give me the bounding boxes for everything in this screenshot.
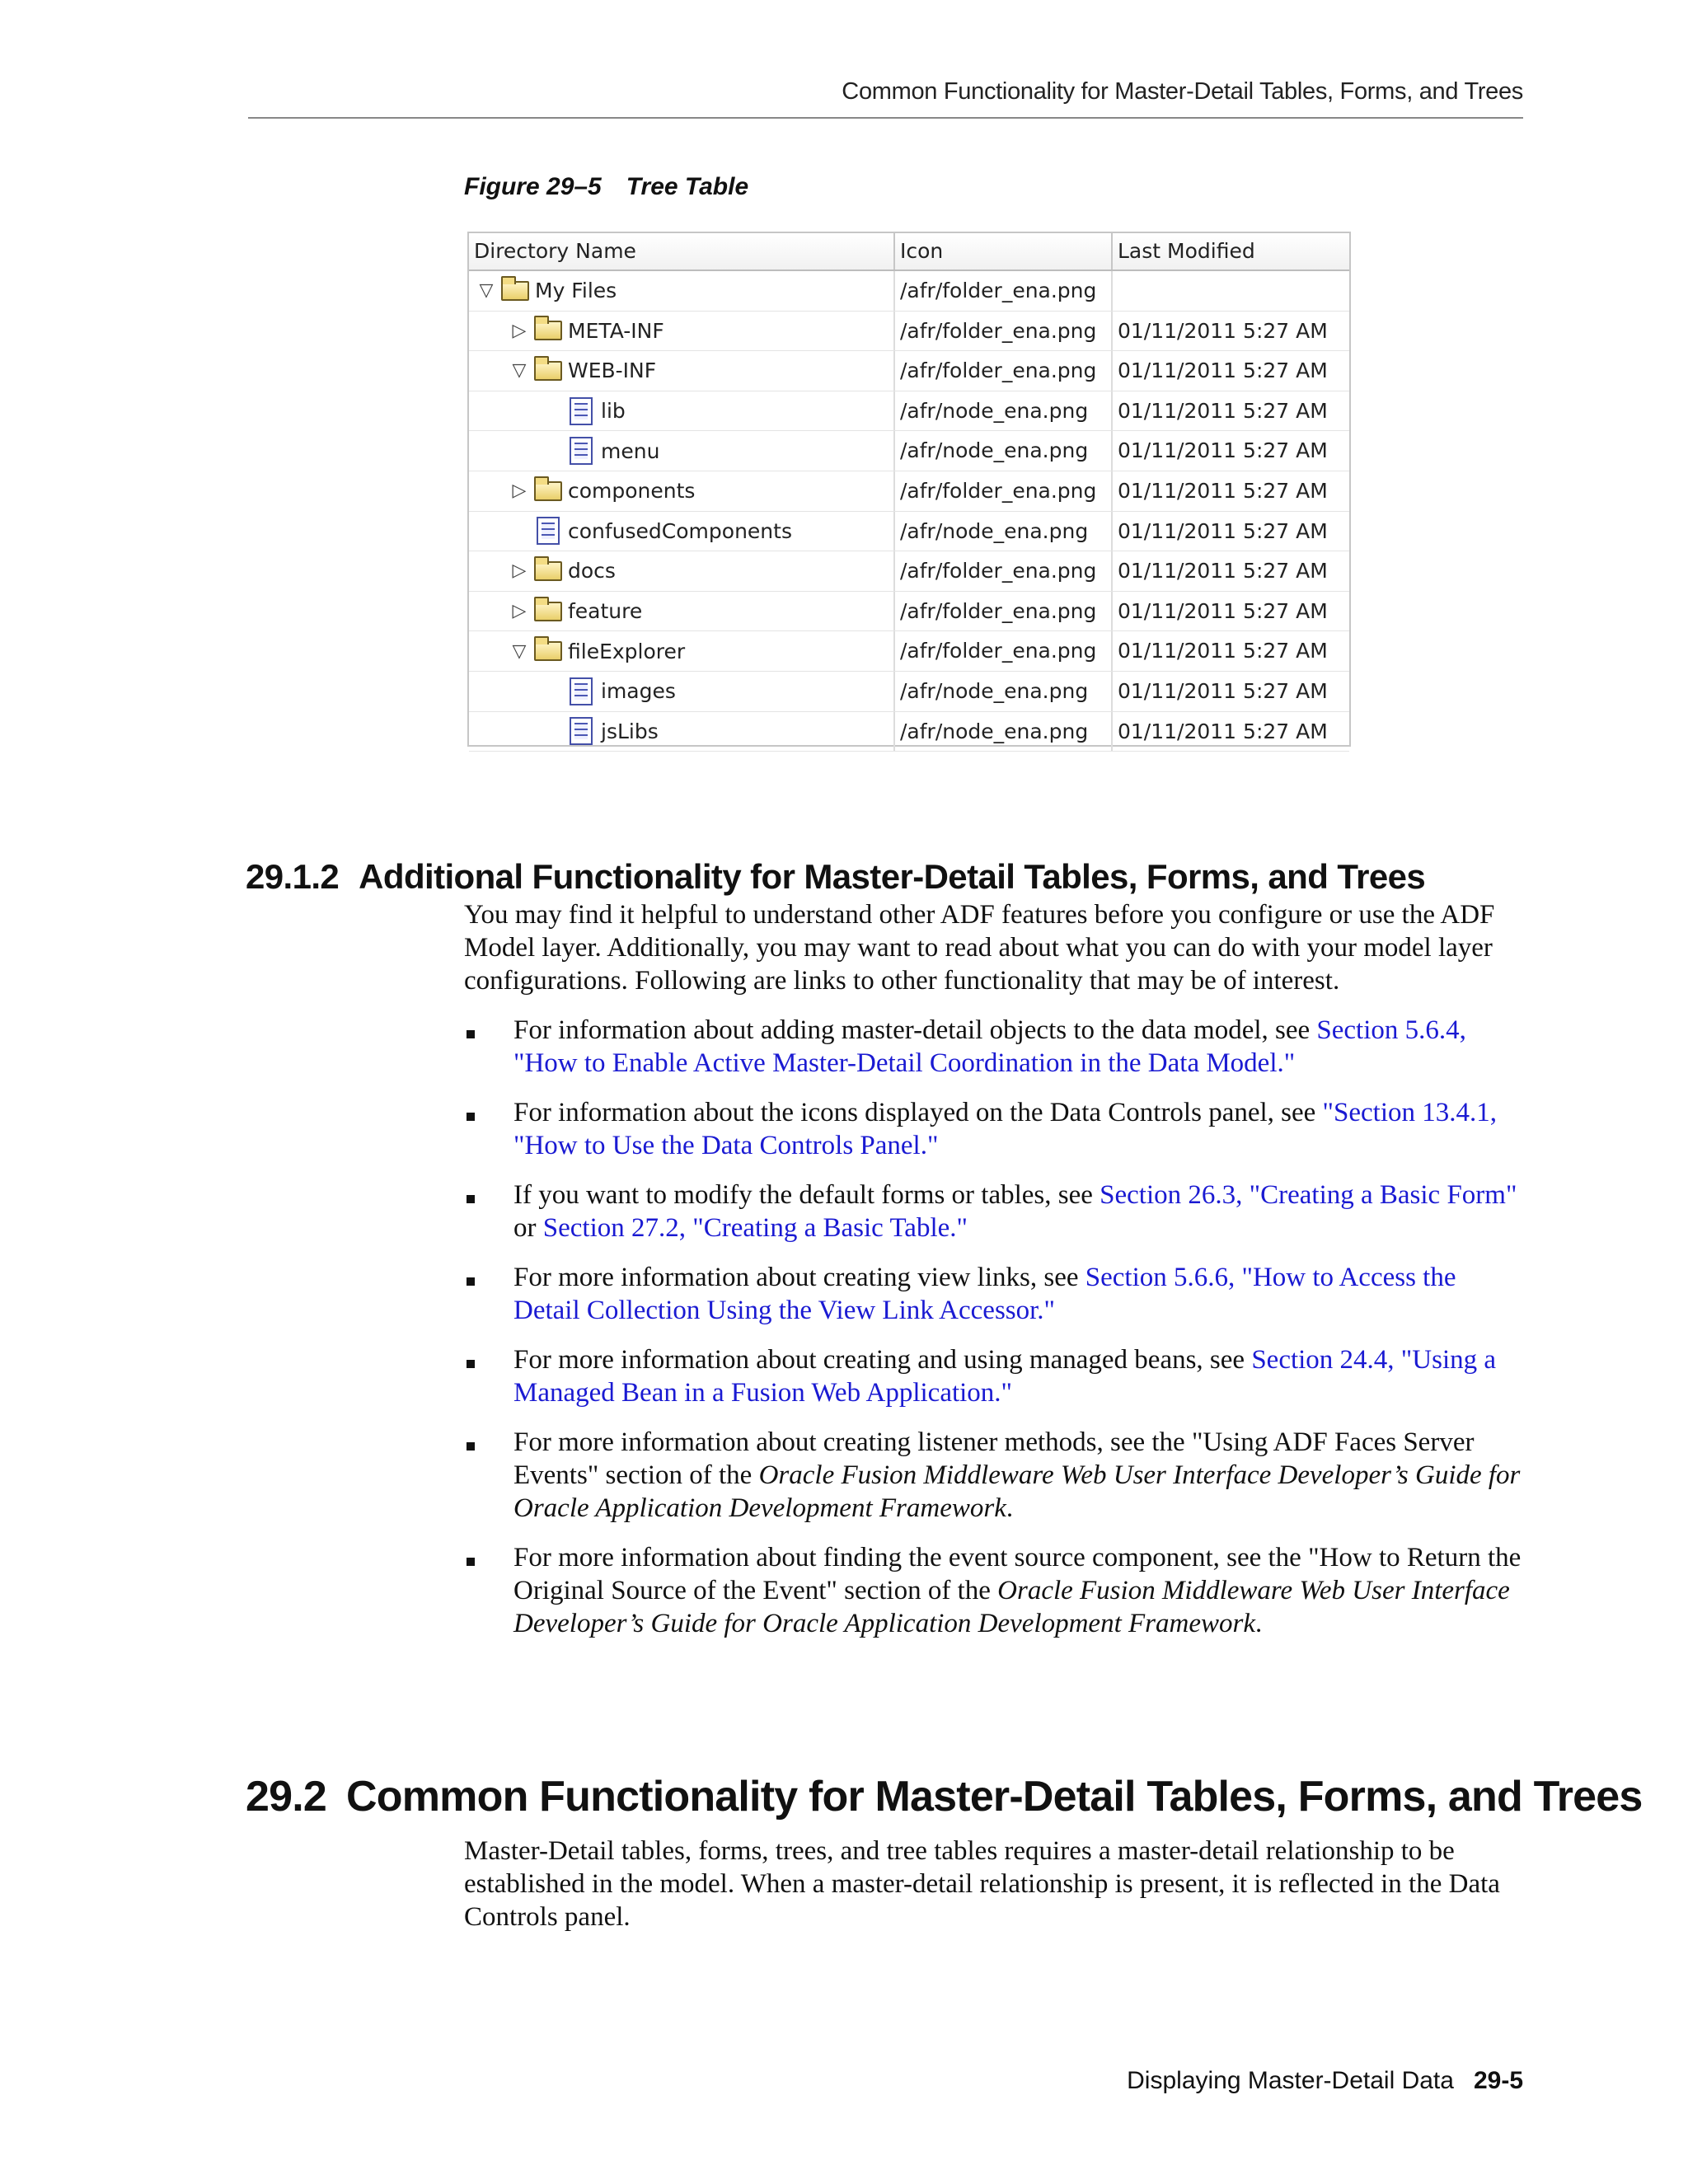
section-29-1-2-body [464,898,1527,1640]
directory-name-cell [469,312,895,351]
section-heading-29-2 [246,1772,1643,1821]
list-item [464,1179,1527,1244]
directory-name[interactable]: docs [568,559,616,583]
directory-name[interactable]: menu [601,438,660,463]
book-title: Oracle Fusion Middleware Web User Interface Developer’s Guide for Oracle Application Development Framework [513,1460,1521,1523]
cross-reference-link[interactable]: Section 27.2, "Creating a Basic Table." [542,1213,968,1243]
node-icon [565,715,598,748]
directory-name-cell [469,351,895,391]
section-heading-29-1-2 [246,857,1425,897]
list-item [464,1014,1527,1080]
icon-path-cell: /afr/folder_ena.png [895,312,1113,351]
table-row[interactable] [469,271,1349,312]
icon-path-cell: /afr/node_ena.png [895,431,1113,471]
icon-path-cell: /afr/node_ena.png [895,672,1113,711]
icon-path-cell: /afr/node_ena.png [895,512,1113,551]
last-modified-cell: 01/11/2011 5:27 AM [1118,359,1328,383]
section-title: Common Functionality for Master-Detail Tables, Forms, and Trees [346,1773,1643,1821]
folder-icon [532,595,565,628]
icon-path-cell: /afr/folder_ena.png [895,471,1113,511]
list-item-text: For information about adding master-detail objects to the data model, see [513,1015,1317,1045]
directory-name-cell [469,592,895,631]
table-row[interactable] [469,672,1349,712]
list-item-text: For more information about creating view links, see [513,1263,1085,1292]
table-row[interactable] [469,592,1349,632]
column-header-icon[interactable]: Icon [895,233,1113,269]
section-title: Additional Functionality for Master-Detail Tables, Forms, and Trees [359,857,1426,896]
directory-name[interactable]: lib [601,399,626,424]
section-number: 29.2 [246,1773,327,1821]
figure-label: Figure 29–5 [464,173,602,200]
table-row[interactable] [469,431,1349,471]
book-title: Oracle Fusion Middleware Web User Interface Developer’s Guide for Oracle Application Development Framework [513,1576,1510,1638]
page-number: 29-5 [1473,2067,1523,2094]
last-modified-cell: 01/11/2011 5:27 AM [1118,518,1328,543]
icon-path-cell: /afr/node_ena.png [895,391,1113,431]
tree-table-body [469,271,1349,752]
collapsed-triangle-icon[interactable]: ▷ [512,560,527,582]
last-modified-cell: 01/11/2011 5:27 AM [1118,639,1328,663]
last-modified-cell: 01/11/2011 5:27 AM [1118,438,1328,463]
last-modified-cell: 01/11/2011 5:27 AM [1118,719,1328,743]
section-29-2-body [464,1835,1527,1933]
icon-path-cell: /afr/folder_ena.png [895,351,1113,391]
directory-name-cell [469,391,895,431]
cross-reference-link[interactable]: "Section 13.4.1, "How to Use the Data Controls Panel." [513,1098,1498,1160]
expanded-triangle-icon[interactable]: ▽ [512,360,527,382]
list-item-text: . [1006,1493,1014,1523]
list-item [464,1261,1527,1327]
tree-table-header [469,233,1349,271]
expanded-triangle-icon[interactable]: ▽ [479,280,494,302]
list-item-text: For more information about finding the event source component, see the "How to Return the Original Source of the Event" section of the [513,1543,1522,1605]
last-modified-cell: 01/11/2011 5:27 AM [1118,478,1328,503]
tree-table [467,232,1351,747]
last-modified-cell [1113,271,1349,311]
table-row[interactable] [469,712,1349,752]
list-item-text: . [1254,1609,1263,1638]
directory-name[interactable]: components [568,479,696,504]
node-icon [565,675,598,708]
table-row[interactable] [469,391,1349,432]
directory-name[interactable]: fileExplorer [568,639,686,663]
section-number: 29.1.2 [246,857,340,896]
list-item [464,1343,1527,1409]
directory-name-cell [469,551,895,591]
directory-name[interactable]: images [601,679,676,704]
table-row[interactable] [469,631,1349,672]
table-row[interactable] [469,512,1349,552]
directory-name-cell [469,431,895,471]
collapsed-triangle-icon[interactable]: ▷ [512,320,527,341]
list-item-text: For more information about creating listener methods, see the "Using ADF Faces Server Events" section of the [513,1427,1475,1490]
list-item-text: For information about the icons displayed on the Data Controls panel, see [513,1098,1323,1127]
figure-caption [464,173,748,201]
list-item-text: For more information about creating and using managed beans, see [513,1345,1252,1375]
list-item-text: or [513,1213,543,1243]
footer-chapter: Displaying Master-Detail Data [1127,2067,1454,2094]
column-header-last-modified[interactable]: Last Modified [1118,239,1255,263]
column-header-directory-name[interactable]: Directory Name [469,233,895,269]
table-row[interactable] [469,471,1349,512]
cross-reference-link[interactable]: Section 26.3, "Creating a Basic Form" [1100,1180,1517,1210]
expanded-triangle-icon[interactable]: ▽ [512,640,527,662]
last-modified-cell: 01/11/2011 5:27 AM [1118,398,1328,423]
icon-path-cell: /afr/folder_ena.png [895,271,1113,311]
directory-name-cell [469,672,895,711]
cross-reference-link[interactable]: Section 5.6.6, "How to Access the Detail Collection Using the View Link Accessor." [513,1263,1456,1325]
figure-title: Tree Table [626,173,749,200]
directory-name-cell [469,631,895,671]
collapsed-triangle-icon[interactable]: ▷ [512,480,527,502]
list-item [464,1541,1527,1640]
directory-name[interactable]: My Files [535,279,617,303]
folder-icon [532,555,565,588]
directory-name[interactable]: META-INF [568,318,664,343]
directory-name-cell [469,712,895,752]
list-item [464,1096,1527,1162]
folder-icon [532,475,565,508]
directory-name[interactable]: feature [568,599,643,624]
directory-name[interactable]: confusedComponents [568,518,792,543]
directory-name-cell [469,512,895,551]
related-links-list [464,1014,1527,1640]
icon-path-cell: /afr/node_ena.png [895,712,1113,752]
folder-icon [532,354,565,387]
directory-name[interactable]: WEB-INF [568,359,657,383]
list-item [464,1426,1527,1525]
directory-name-cell [469,471,895,511]
list-item-text: If you want to modify the default forms or tables, see [513,1180,1100,1210]
directory-name[interactable]: jsLibs [601,719,659,743]
intro-paragraph: You may find it helpful to understand other ADF features before you configure or use the ADF Model layer. Additionally, you may want to read about what you can do with your model layer configurations. Following are links to other functionality that may be of interest. [464,900,1495,996]
body-paragraph: Master-Detail tables, forms, trees, and tree tables requires a master-detail relationship to be established in the model. When a master-detail relationship is present, it is reflected in the Data Controls panel. [464,1836,1500,1932]
node-icon [532,514,565,547]
node-icon [565,395,598,428]
cross-reference-link[interactable]: Section 5.6.4, "How to Enable Active Master-Detail Coordination in the Data Model." [513,1015,1466,1078]
cross-reference-link[interactable]: Section 24.4, "Using a Managed Bean in a Fusion Web Application." [513,1345,1497,1408]
node-icon [565,434,598,467]
table-row[interactable] [469,351,1349,391]
folder-icon [532,635,565,668]
last-modified-cell: 01/11/2011 5:27 AM [1118,559,1328,583]
icon-path-cell: /afr/folder_ena.png [895,592,1113,631]
folder-icon [499,274,532,307]
folder-icon [532,314,565,347]
directory-name-cell [469,271,895,311]
icon-path-cell: /afr/folder_ena.png [895,631,1113,671]
last-modified-cell: 01/11/2011 5:27 AM [1118,678,1328,703]
collapsed-triangle-icon[interactable]: ▷ [512,601,527,622]
running-head: Common Functionality for Master-Detail Tables, Forms, and Trees [248,74,1523,119]
page-footer [1127,2067,1523,2095]
table-row[interactable] [469,312,1349,352]
icon-path-cell: /afr/folder_ena.png [895,551,1113,591]
last-modified-cell: 01/11/2011 5:27 AM [1118,318,1328,343]
table-row[interactable] [469,551,1349,592]
last-modified-cell: 01/11/2011 5:27 AM [1118,598,1328,623]
